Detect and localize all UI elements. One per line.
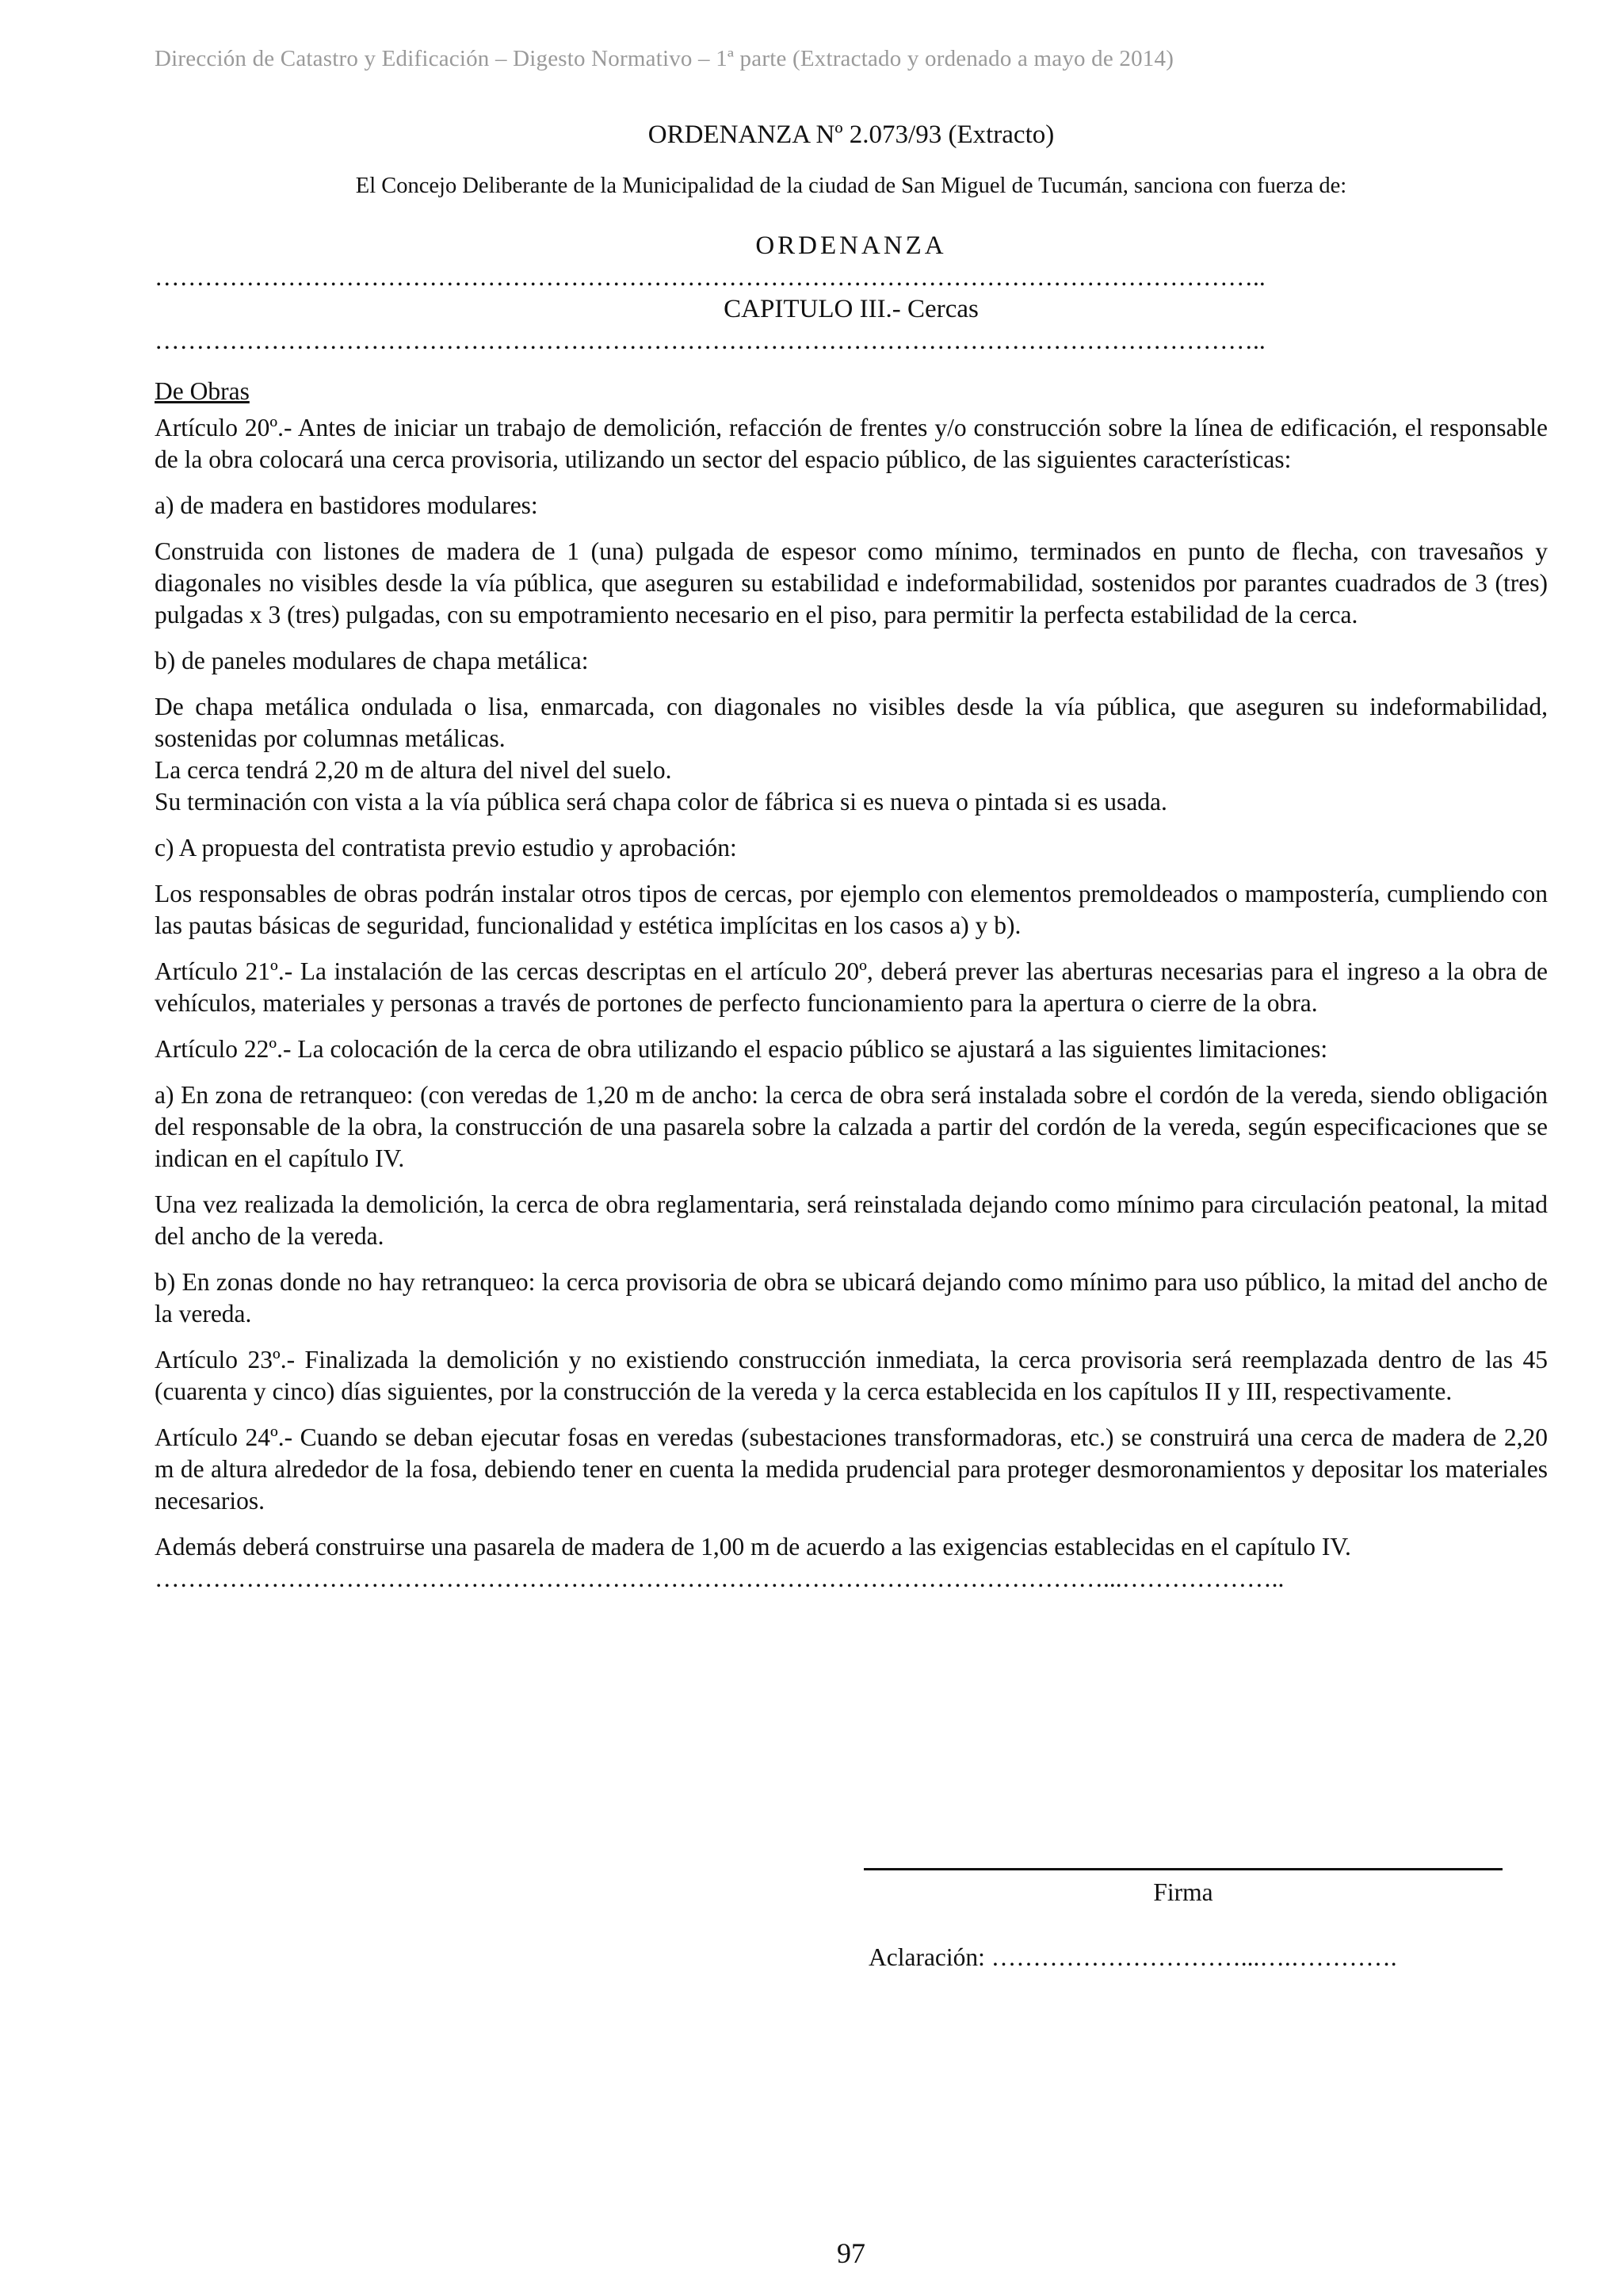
article-23: Artículo 23º.- Finalizada la demolición y no existiendo construcción inmediata, la cerca provisoria será reemplazada dentro de las 45 (cuarenta y cinco) días siguientes, por la construcción de la vereda y la cerca establecida en los capítulos II y III, respectivamente.: [155, 1346, 1548, 1405]
dotted-separator: ……………………………………………………………………………………………………………………..: [155, 263, 1266, 291]
chapter-heading: CAPITULO III.- Cercas: [724, 295, 979, 323]
document-body: [155, 117, 1548, 1595]
article-24: Artículo 24º.- Cuando se deban ejecutar fosas en veredas (subestaciones transformadoras, etc.) se construirá una cerca de madera de 2,20 m de altura alrededor de la fosa, debiendo tener en cuenta la medida prudencial para proteger desmoronamientos y depositar los materiales necesarios.: [155, 1423, 1548, 1515]
article-20: Artículo 20º.- Antes de iniciar un trabajo de demolición, refacción de frentes y/o construcción sobre la línea de edificación, el responsable de la obra colocará una cerca provisoria, utilizando un sector del espacio público, de las siguientes características:: [155, 414, 1548, 473]
enacting-clause: El Concejo Deliberante de la Municipalidad de la ciudad de San Miguel de Tucumán, sanciona con fuerza de:: [355, 174, 1347, 198]
article-24-addendum: Además deberá construirse una pasarela de madera de 1,00 m de acuerdo a las exigencias establecidas en el capítulo IV.: [155, 1533, 1351, 1561]
page-number: 97: [837, 2237, 865, 2269]
article-22-paragraph: Una vez realizada la demolición, la cerca de obra reglamentaria, será reinstalada dejando como mínimo para circulación peatonal, la mitad del ancho de la vereda.: [155, 1190, 1548, 1250]
item-b-finish: Su terminación con vista a la vía pública será chapa color de fábrica si es nueva o pintada si es usada.: [155, 788, 1167, 816]
running-header: Dirección de Catastro y Edificación – Digesto Normativo – 1ª parte (Extractado y ordenado a mayo de 2014): [155, 46, 1174, 71]
section-heading: De Obras: [155, 377, 250, 405]
dotted-separator: ……………………………………………………………………………………………………………………..: [155, 327, 1266, 354]
item-b-heading: b) de paneles modulares de chapa metálica:: [155, 647, 589, 674]
item-c-heading: c) A propuesta del contratista previo estudio y aprobación:: [155, 834, 737, 861]
clarification-field: Aclaración: …………………………...….………….: [869, 1943, 1397, 1971]
signature-label: Firma: [1153, 1878, 1213, 1906]
document-title: ORDENANZA Nº 2.073/93 (Extracto): [647, 120, 1055, 149]
item-a-heading: a) de madera en bastidores modulares:: [155, 491, 538, 519]
ordenanza-heading: ORDENANZA: [755, 231, 947, 260]
item-b-height: La cerca tendrá 2,20 m de altura del nivel del suelo.: [155, 756, 672, 784]
article-22: Artículo 22º.- La colocación de la cerca de obra utilizando el espacio público se ajustará a las siguientes limitaciones:: [155, 1035, 1328, 1063]
article-22-item-a: a) En zona de retranqueo: (con veredas de 1,20 m de ancho: la cerca de obra será instalada sobre el cordón de la vereda, siendo obligación del responsable de la obra, la construcción de una pasarela sobre la calzada a partir del cordón de la vereda, según especificaciones que se indican en el capítulo IV.: [155, 1081, 1548, 1172]
signature-line: [864, 1868, 1503, 1870]
article-22-item-b: b) En zonas donde no hay retranqueo: la cerca provisoria de obra se ubicará dejando como mínimo para uso público, la mitad del ancho de la vereda.: [155, 1268, 1548, 1328]
item-a-text: Construida con listones de madera de 1 (una) pulgada de espesor como mínimo, terminados en punto de flecha, con travesaños y diagonales no visibles desde la vía pública, que aseguren su estabilidad e indeformabilidad, sostenidos por parantes cuadrados de 3 (tres) pulgadas x 3 (tres) pulgadas, con su empotramiento necesario en el piso, para permitir la perfecta estabilidad de la cerca.: [155, 537, 1548, 628]
article-21: Artículo 21º.- La instalación de las cercas descriptas en el artículo 20º, deberá prever las aberturas necesarias para el ingreso a la obra de vehículos, materiales y personas a través de portones de perfecto funcionamiento para la apertura o cierre de la obra.: [155, 957, 1548, 1017]
dotted-separator: ……………………………………………………………………………………………………...………………..: [155, 1564, 1285, 1592]
item-b-text: De chapa metálica ondulada o lisa, enmarcada, con diagonales no visibles desde la vía pública, que aseguren su indeformabilidad, sostenidas por columnas metálicas.: [155, 693, 1548, 752]
item-c-text: Los responsables de obras podrán instalar otros tipos de cercas, por ejemplo con elementos premoldeados o mampostería, cumpliendo con las pautas básicas de seguridad, funcionalidad y estética implícitas en los casos a) y b).: [155, 880, 1548, 939]
